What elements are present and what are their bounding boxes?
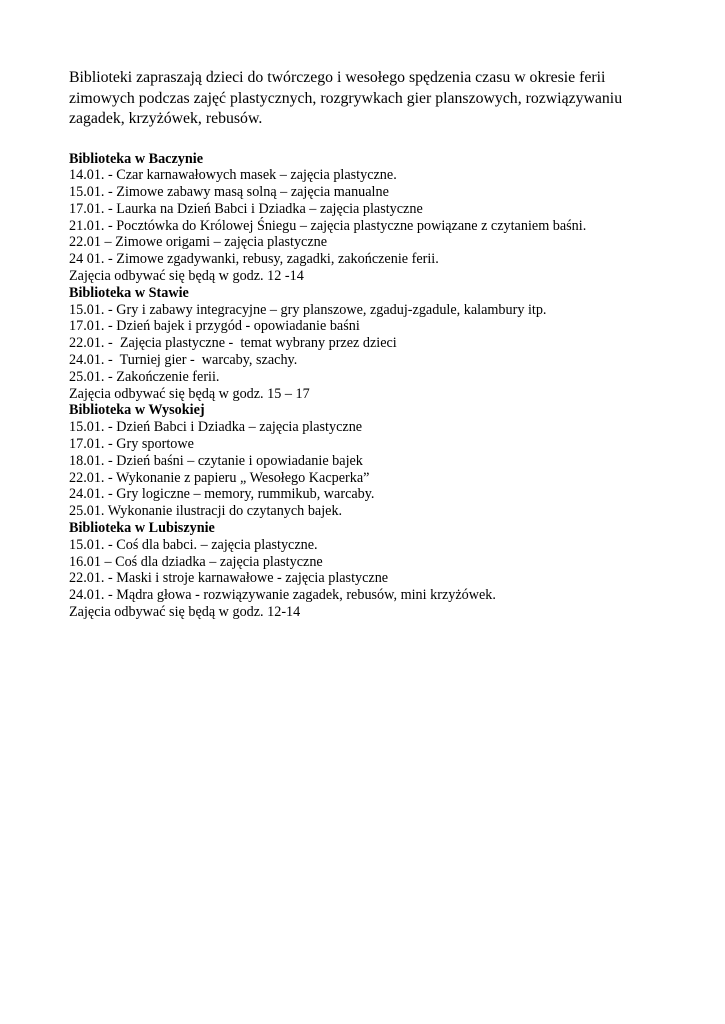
event-item: 17.01. - Laurka na Dzień Babci i Dziadka – zajęcia plastyczne (69, 200, 423, 217)
event-item: 17.01. - Gry sportowe (69, 436, 194, 453)
event-item: 24.01. - Gry logiczne – memory, rummikub, warcaby. (69, 486, 375, 503)
event-item: 22.01 – Zimowe origami – zajęcia plastyczne (69, 234, 328, 251)
intro-line: zagadek, krzyżówek, rebusów. (69, 110, 263, 127)
event-item: 14.01. - Czar karnawałowych masek – zajęcia plastyczne. (69, 167, 397, 184)
hours-note: Zajęcia odbywać się będą w godz. 15 – 17 (69, 385, 310, 402)
section-title: Biblioteka w Wysokiej (69, 402, 205, 419)
intro-line: zimowych podczas zajęć plastycznych, rozgrywkach gier planszowych, rozwiązywaniu (69, 89, 623, 107)
event-item: 25.01. Wykonanie ilustracji do czytanych bajek. (69, 503, 343, 520)
event-item: 22.01. - Wykonanie z papieru „ Wesołego Kacperka” (69, 469, 370, 486)
intro-line: Biblioteki zapraszają dzieci do twórczego i wesołego spędzenia czasu w okresie ferii (69, 69, 606, 86)
event-item: 16.01 – Coś dla dziadka – zajęcia plastyczne (69, 553, 323, 570)
event-item: 21.01. - Pocztówka do Królowej Śniegu – zajęcia plastyczne powiązane z czytaniem baśni. (69, 217, 587, 234)
event-list (69, 419, 669, 520)
section-title: Biblioteka w Baczynie (69, 150, 203, 167)
event-item: 24.01. - Mądra głowa - rozwiązywanie zagadek, rebusów, mini krzyżówek. (69, 587, 496, 604)
library-section-baczyna (69, 151, 669, 285)
event-item: 15.01. - Dzień Babci i Dziadka – zajęcia plastyczne (69, 419, 363, 436)
event-item: 15.01. - Gry i zabawy integracyjne – gry planszowe, zgaduj-zgadule, kalambury itp. (69, 301, 547, 318)
event-item: 18.01. - Dzień baśni – czytanie i opowiadanie bajek (69, 452, 363, 469)
event-item: 25.01. - Zakończenie ferii. (69, 368, 220, 385)
event-item: 15.01. - Zimowe zabawy masą solną – zajęcia manualne (69, 184, 389, 201)
library-section-stawie (69, 285, 669, 403)
document-page (69, 68, 669, 621)
event-list (69, 537, 669, 604)
library-section-lubiszynie (69, 520, 669, 621)
event-item: 17.01. - Dzień bajek i przygód - opowiadanie baśni (69, 318, 360, 335)
section-title: Biblioteka w Lubiszynie (69, 520, 215, 537)
hours-note: Zajęcia odbywać się będą w godz. 12 -14 (69, 268, 304, 285)
event-list (69, 167, 669, 268)
library-section-wysokiej (69, 402, 669, 520)
event-list (69, 302, 669, 386)
event-item: 24 01. - Zimowe zgadywanki, rebusy, zagadki, zakończenie ferii. (69, 251, 439, 268)
event-item: 15.01. - Coś dla babci. – zajęcia plastyczne. (69, 536, 318, 553)
intro-paragraph (69, 68, 669, 130)
event-item: 22.01. - Maski i stroje karnawałowe - zajęcia plastyczne (69, 570, 389, 587)
event-item: 22.01. - Zajęcia plastyczne - temat wybrany przez dzieci (69, 335, 397, 352)
event-item: 24.01. - Turniej gier - warcaby, szachy. (69, 352, 298, 369)
hours-note: Zajęcia odbywać się będą w godz. 12-14 (69, 604, 301, 621)
section-title: Biblioteka w Stawie (69, 284, 189, 301)
